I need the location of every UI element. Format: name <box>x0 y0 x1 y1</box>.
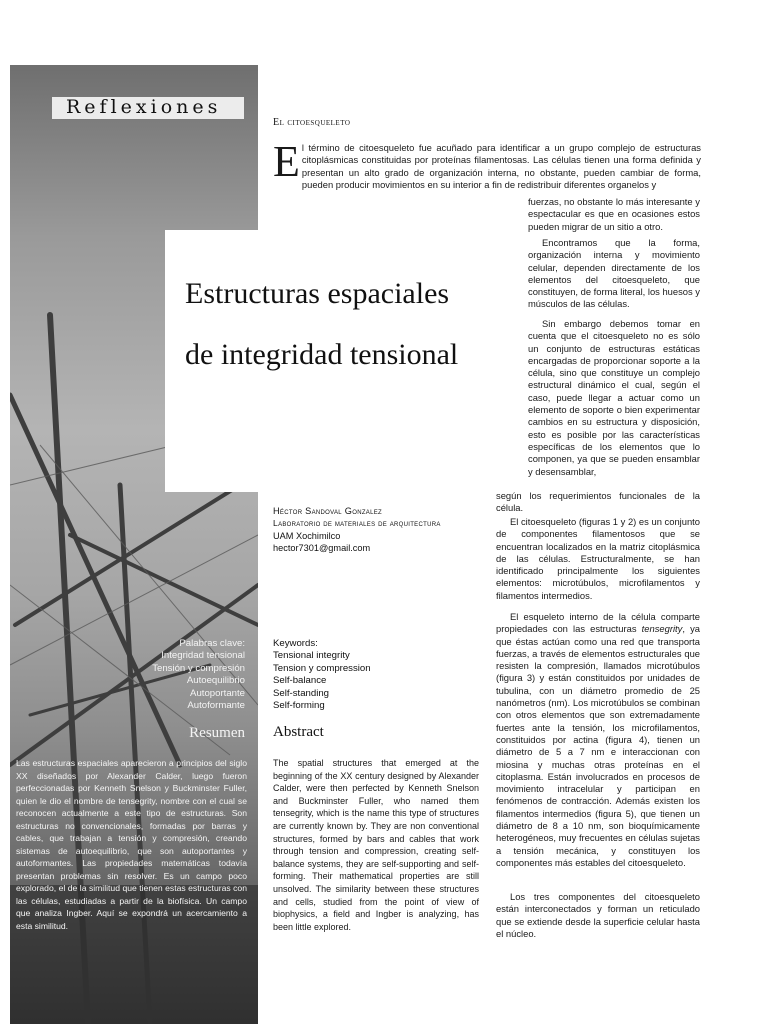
palabra-clave-item: Tensión y compresión <box>152 662 245 674</box>
palabras-clave-heading: Palabras clave: <box>179 638 245 649</box>
drop-cap: E <box>273 137 300 186</box>
body-paragraph-3-continued: según los requerimientos funcionales de la célula. <box>496 490 700 514</box>
resumen-text: Las estructuras espaciales aparecieron a principios del siglo XX diseñados por Alexander Calder, luego fueron perfeccionadas por Kenneth Snelson y Buckminster Fuller, quien le dio el nombre de tensegrity, nombre con el cual se reconocen actualmente a este tipo de estructuras. Son estructuras no convencionales, formadas por barras y cables, que trabajan a tensión y compresión, creando sistemas de autoequilibrio, que son autoportantes y autoformantes. Las propiedades matemáticas todavía presentan problemas sin resolver. Es un campo poco explorado, el de la similitud que tienen estas estructuras con las células, estudiadas a partir de la biofísica. Un campo que analiza Ingber. Aquí se expondrá un acercamiento a esta similitud. <box>16 758 247 931</box>
author-name: Héctor Sandoval Gonzalez <box>273 506 383 516</box>
palabra-clave-item: Autoportante <box>190 687 245 699</box>
keyword-item: Self-standing <box>273 687 329 699</box>
body-paragraph-6: Los tres componentes del citoesqueleto están interconectados y forman un reticulado que se extiende desde la superficie celular hasta el núcleo. <box>496 891 700 939</box>
keyword-item: Self-balance <box>273 675 327 687</box>
body-paragraph-1: fuerzas, no obstante lo más interesante y espectacular es que en ocasiones estos pueden migrar de un sitio a otro. <box>528 196 700 232</box>
body-paragraph-2: Encontramos que la forma, organización interna y movimiento celular, dependen directamente de los elementos del citoesqueleto, que constituyen, de forma literal, los huesos y músculos de las células. <box>528 237 700 310</box>
article-kicker: El citoesqueleto <box>273 117 351 128</box>
author-institution: UAM Xochimilco <box>273 530 341 541</box>
keywords-list <box>273 638 371 712</box>
body-paragraph-5-end: , ya que éstas actúan como una red que transporta fuerzas, a través de elementos estructurales que resisten la compresión, llamados microtúbulos (figura 3) y están constituidos por unidades de tubulina, con un diámetro promedio de 25 nanómetros (nm). Los microtúbulos se combinan con otros elementos que son extremadamente fuertes ante la tensión, los microfilamentos, constituidos por actina (figura 4), tienen un diámetro de 5 a 7 nm e interaccionan con miosina y muchas otras proteínas en el citoplasma. Están involucrados en procesos de movimiento intracelular y participan en fenómenos de contracción. Además existen los filamentos intermedios (figura 5), que tienen un diámetro de 8 a 10 nm, son bioquímicamente heterogéneos, muy frecuentes en células sujetas a tensión mecánica, y constituyen los componentes más estables del citoesqueleto. <box>496 623 700 868</box>
keyword-item: Self-forming <box>273 700 325 712</box>
intro-text: l término de citoesqueleto fue acuñado para identificar a un grupo complejo de estructuras citoplásmicas constituidas por proteínas filamentosas. Las células tienen una forma definida y presentan un alto grado de organización interna, no obstante, pueden cambiar de forma, pueden producir movimientos en su interior a fin de redistribuir diferentes organelos y <box>301 142 701 190</box>
palabras-clave-list <box>120 638 245 712</box>
article-title-line-2: de integridad tensional <box>185 338 459 371</box>
body-paragraph-4: El citoesqueleto (figuras 1 y 2) es un conjunto de componentes filamentosos que se encuentran localizados en la matriz citoplásmica de las células. Estructuralmente, se han identificado principalmente los siguientes elementos: microtúbulos, microfilamentos y filamentos intermedios. <box>496 516 700 601</box>
keyword-item: Tensional integrity <box>273 650 350 662</box>
tensegrity-term: tensegrity <box>641 623 683 635</box>
body-paragraph-5 <box>496 611 700 869</box>
intro-paragraph <box>273 137 701 191</box>
abstract-heading: Abstract <box>273 724 324 740</box>
keywords-heading: Keywords: <box>273 638 318 649</box>
abstract-text: The spatial structures that emerged at the beginning of the XX century designed by Alexander Calder, were then perfected by Kenneth Snelson and Buckminster Fuller, who named them tensegrity, which is the name this type of structures are currently known by. They are non conventional structures, formed by bars and cables that work through tension and compression, creating self-balance systems, they are self-supporting and self-forming. Their mathematical properties are still unsolved. The similarity between these structures and cells, studied from the point of view of biophysics, a field and Ingber is analyzing, has been little explored. <box>273 758 479 932</box>
palabra-clave-item: Integridad tensional <box>161 650 245 662</box>
article-title-line-1: Estructuras espaciales <box>185 277 450 310</box>
section-title: Reflexiones <box>66 96 222 118</box>
resumen-heading: Resumen <box>189 725 245 741</box>
author-affiliation: Laboratorio de materiales de arquitectura <box>273 518 441 529</box>
body-paragraph-3: Sin embargo debemos tomar en cuenta que el citoesqueleto no es sólo un conjunto de estructuras estáticas encargadas de proporcionar soporte a la célula, sino que constituye un complejo estructural dinámico el cual, según el caso, puede llegar a actuar como un elemento de soporte o bien experimentar cambios en su estructura y disposición, esto es posible por las características específicas de los elementos que lo componen, ya que se pueden ensamblar y desensamblar, <box>528 318 700 477</box>
author-email: hector7301@gmail.com <box>273 543 371 554</box>
palabra-clave-item: Autoformante <box>187 700 245 712</box>
palabra-clave-item: Autoequilibrio <box>186 675 245 687</box>
author-block <box>273 505 441 555</box>
keyword-item: Tension y compression <box>273 662 371 674</box>
body-paragraph-5-start: El esqueleto interno de la célula comparte propiedades con las estructuras <box>496 611 700 635</box>
